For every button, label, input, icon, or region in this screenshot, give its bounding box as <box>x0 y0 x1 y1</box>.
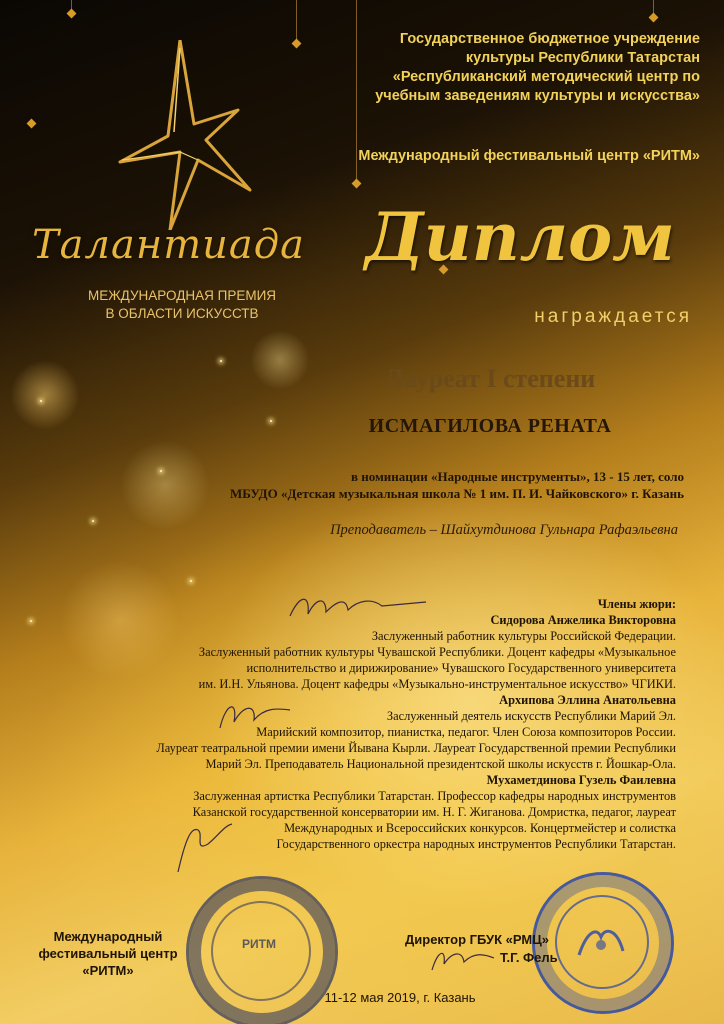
festival-center-heading: Международный фестивальный центр «РИТМ» <box>358 148 700 164</box>
jury-member-desc: им. И.Н. Ульянова. Доцент кафедры «Музыкально-инструментальное искусство» ЧГИКИ. <box>198 677 676 691</box>
ornament-diamond <box>27 119 37 129</box>
logo-subtitle-line: МЕЖДУНАРОДНАЯ ПРЕМИЯ <box>87 288 277 303</box>
event-date: 11-12 мая 2019, г. Казань <box>324 990 476 1005</box>
organization-line: учебным заведениям культуры и искусства» <box>375 88 700 104</box>
jury-member-desc: Международных и Всероссийских конкурсов. Концертмейстер и солистка <box>284 821 676 835</box>
logo-subtitle <box>62 287 302 323</box>
jury-signature <box>168 816 238 876</box>
sparkle <box>92 520 94 522</box>
recipient-name: ИСМАГИЛОВА РЕНАТА <box>368 415 612 437</box>
diploma-title: Диплом <box>365 198 675 276</box>
director-title: Директор ГБУК «РМЦ» <box>405 932 549 947</box>
bokeh-light <box>120 440 210 530</box>
sparkle <box>40 400 42 402</box>
sparkle <box>160 470 162 472</box>
nomination-text: в номинации «Народные инструменты», 13 - 15 лет, соло <box>350 469 684 484</box>
jury-member-desc: Заслуженный деятель искусств Республики Марий Эл. <box>386 709 676 723</box>
jury-member-desc: Казанской государственной консерватории им. Н. Г. Жиганова. Домристка, педагог, лауреат <box>192 805 676 819</box>
organization-line: «Республиканский методический центр по <box>392 69 700 85</box>
award-degree: Лауреат I степени <box>384 364 596 393</box>
logo-wordmark: Талантиада <box>32 222 305 268</box>
ornament-diamond <box>352 179 362 189</box>
teacher-text: Преподаватель – Шайхутдинова Гульнара Рафаэльевна <box>330 522 678 538</box>
seal-inner-ring <box>211 901 311 1001</box>
jury-member-name: Сидорова Анжелика Викторовна <box>490 613 676 627</box>
organization-line: культуры Республики Татарстан <box>465 50 700 66</box>
footer-line: фестивальный центр <box>38 946 178 961</box>
jury-member-desc: Марий Эл. Преподаватель Национальной президентской школы искусств г. Йошкар-Ола. <box>205 757 676 771</box>
jury-member-desc: Заслуженный работник культуры Чувашской Республики. Доцент кафедры «Музыкальное <box>198 645 676 659</box>
star-logo-icon <box>110 40 260 230</box>
jury-member-desc: Заслуженный работник культуры Российской Федерации. <box>371 629 676 643</box>
jury-member-name: Архипова Эллина Анатольевна <box>499 693 676 707</box>
logo-subtitle-line: В ОБЛАСТИ ИСКУССТВ <box>105 306 259 321</box>
bokeh-light <box>10 360 80 430</box>
ornament-diamond <box>649 13 659 23</box>
jury-member-desc: Государственного оркестра народных инструментов Республики Татарстан. <box>276 837 676 851</box>
seal-emblem-icon <box>573 921 629 961</box>
sparkle <box>220 360 222 362</box>
jury-signature <box>214 694 294 734</box>
jury-member-desc: Заслуженная артистка Республики Татарстан. Профессор кафедры народных инструментов <box>193 789 676 803</box>
seal-mark: РИТМ <box>242 937 276 951</box>
festival-center-signature-block <box>38 928 178 979</box>
ornament-string <box>296 0 297 40</box>
jury-signature <box>286 588 436 624</box>
organization-header <box>340 30 700 106</box>
jury-heading: Члены жюри: <box>597 597 676 611</box>
director-name: Т.Г. Фель <box>500 950 558 965</box>
nomination-block <box>224 468 684 502</box>
rmc-seal <box>532 872 674 1014</box>
sparkle <box>270 420 272 422</box>
jury-member-desc: Марийский композитор, пианистка, педагог. Член Союза композиторов России. <box>256 725 676 739</box>
jury-member-desc: исполнительство и дирижирование» Чувашского Государственного университета <box>246 661 676 675</box>
ornament-diamond <box>292 39 302 49</box>
awarded-caption: награждается <box>534 306 692 327</box>
organization-line: Государственное бюджетное учреждение <box>399 31 700 47</box>
footer-line: Международный <box>53 929 163 944</box>
sparkle <box>30 620 32 622</box>
sparkle <box>190 580 192 582</box>
jury-member-name: Мухаметдинова Гузель Фаилевна <box>486 773 676 787</box>
ornament-diamond <box>67 9 77 19</box>
institution-text: МБУДО «Детская музыкальная школа № 1 им. П. И. Чайковского» г. Казань <box>230 486 684 501</box>
footer-line: «РИТМ» <box>82 963 134 978</box>
jury-member-desc: Лауреат театральной премии имени Йывана Кырли. Лауреат Государственной премии Республики <box>156 741 676 755</box>
